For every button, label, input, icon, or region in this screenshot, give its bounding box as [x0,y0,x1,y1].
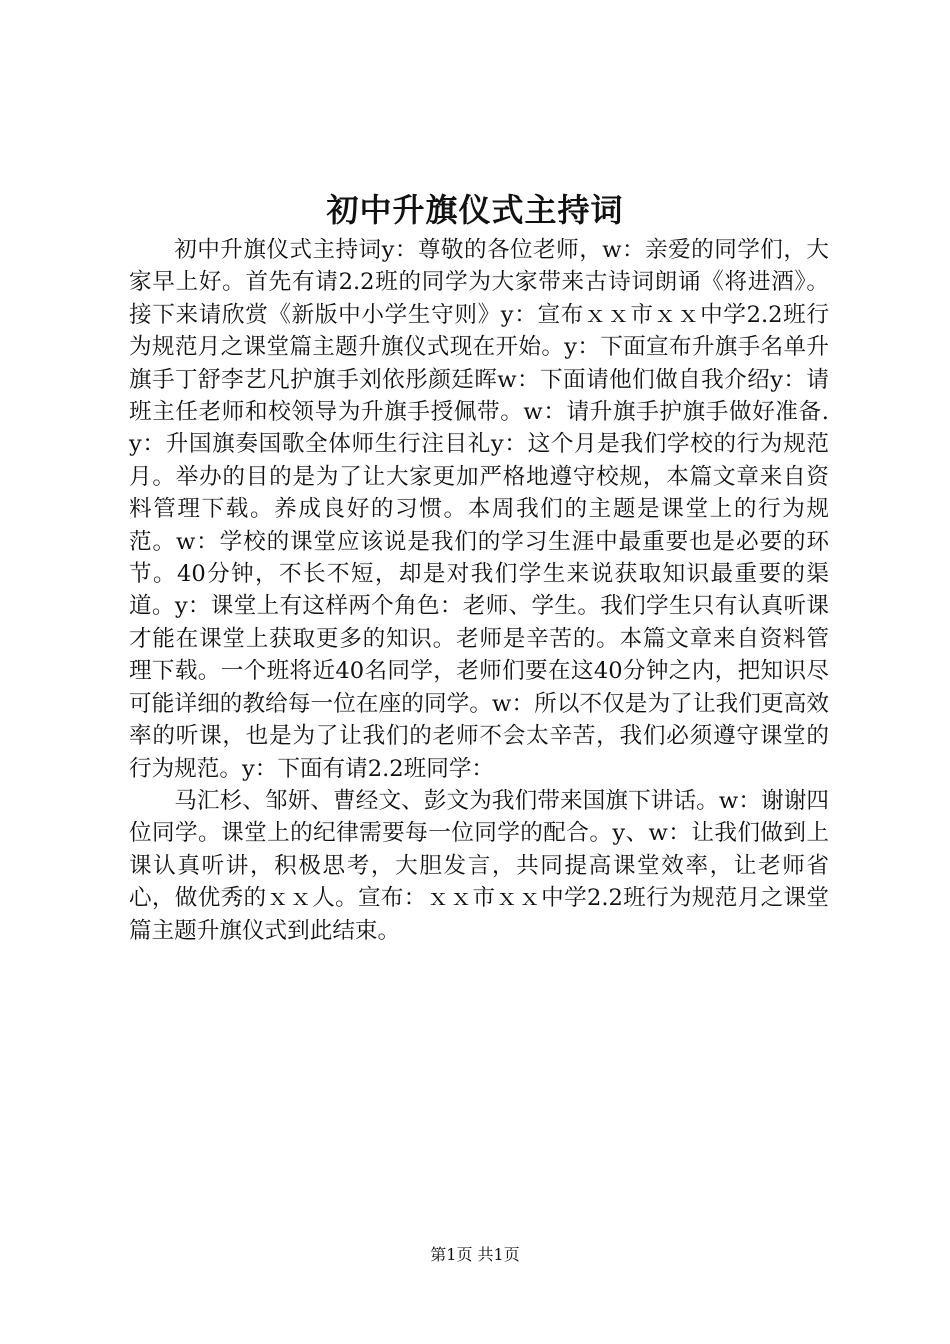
page-number-footer: 第1页 共1页 [430,1245,520,1264]
paragraph-1: 初中升旗仪式主持词y：尊敬的各位老师，w：亲爱的同学们，大家早上好。首先有请2.2班的同学为大家带来古诗词朗诵《将进酒》。接下来请欣赏《新版中小学生守则》y：宣布ｘｘ市ｘｘ中学2.2班行为规范月之课堂篇主题升旗仪式现在开始。y：下面宣布升旗手名单升旗手丁舒李艺凡护旗手刘依彤颜廷晖w：下面请他们做自我介绍y：请班主任老师和校领导为升旗手授佩带。w：请升旗手护旗手做好准备.y：升国旗奏国歌全体师生行注目礼y：这个月是我们学校的行为规范月。举办的目的是为了让大家更加严格地遵守校规，本篇文章来自资料管理下载。养成良好的习惯。本周我们的主题是课堂上的行为规范。w：学校的课堂应该说是我们的学习生涯中最重要也是必要的环节。40分钟，不长不短，却是对我们学生来说获取知识最重要的渠道。y：课堂上有这样两个角色：老师、学生。我们学生只有认真听课才能在课堂上获取更多的知识。老师是辛苦的。本篇文章来自资料管理下载。一个班将近40名同学，老师们要在这40分钟之内，把知识尽可能详细的教给每一位在座的同学。w：所以不仅是为了让我们更高效率的听课，也是为了让我们的老师不会太辛苦，我们必须遵守课堂的行为规范。y：下面有请2.2班同学： [129,237,829,782]
document-body [129,234,829,947]
paragraph-2: 马汇杉、邹妍、曹经文、彭文为我们带来国旗下讲话。w：谢谢四位同学。课堂上的纪律需要每一位同学的配合。y、w：让我们做到上课认真听讲，积极思考，大胆发言，共同提高课堂效率，让老师省心，做优秀的ｘｘ人。宣布：ｘｘ市ｘｘ中学2.2班行为规范月之课堂篇主题升旗仪式到此结束。 [129,787,829,944]
document-title: 初中升旗仪式主持词 [326,191,624,229]
